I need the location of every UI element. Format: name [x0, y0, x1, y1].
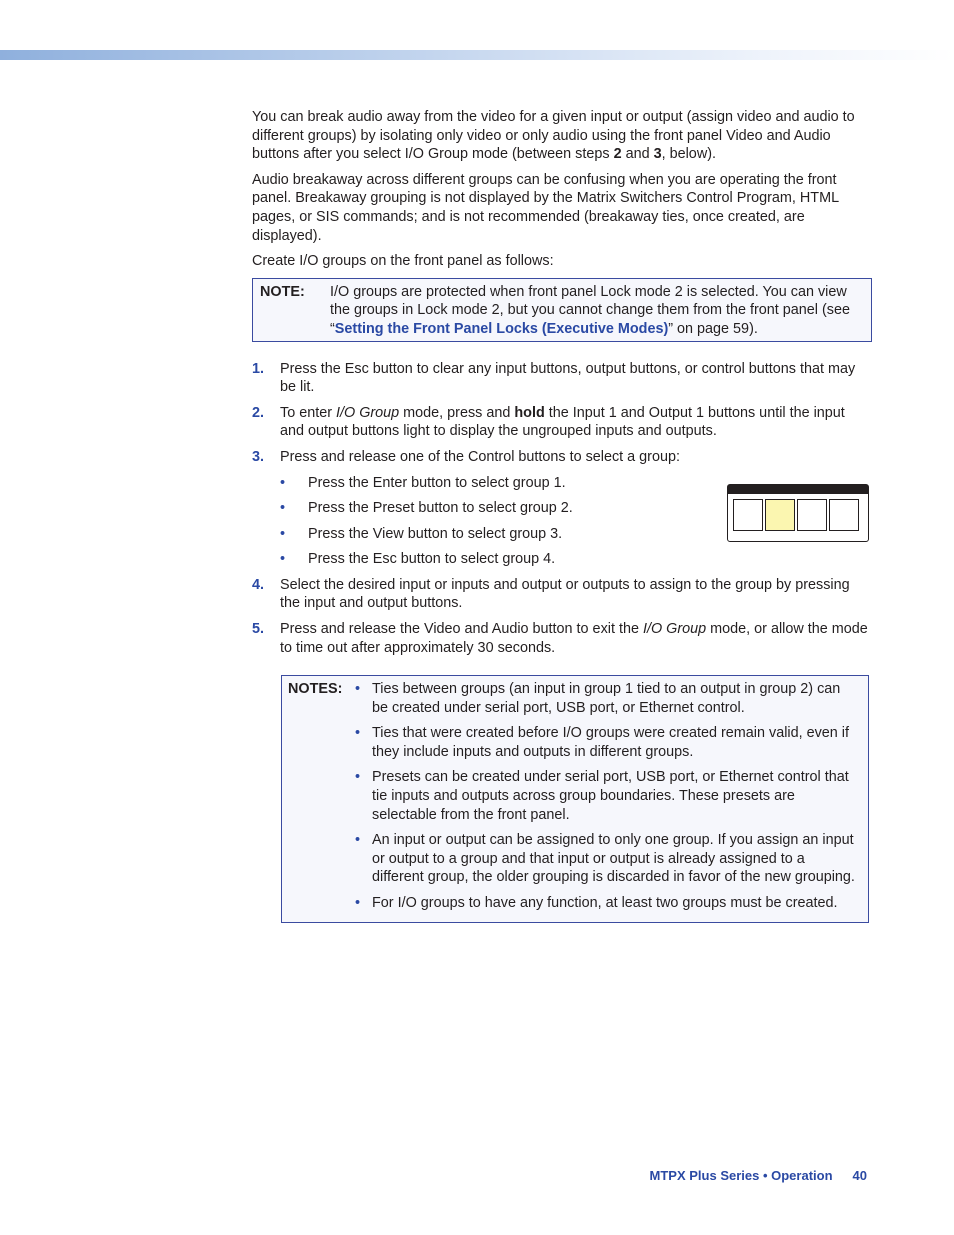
notes-label: NOTES:	[288, 681, 343, 697]
list-item: • Presets can be created under serial port, USB port, or Ethernet control that tie inputs and outputs across group boundaries. These presets are selectable from the front panel.	[355, 769, 849, 823]
bullet-icon: •	[355, 894, 361, 911]
note-text: I/O groups are protected when front panel Lock mode 2 is selected. You can view the groups in Lock mode 2, but you cannot change them from the front panel (see “Setting the Front Panel Locks (Executive Modes)” on page 59).	[330, 283, 850, 337]
page-footer	[650, 1167, 867, 1186]
list-item: • For I/O groups to have any function, at least two groups must be created.	[355, 894, 838, 911]
list-item: • Press the Esc button to select group 4.	[280, 551, 556, 568]
page-number: 40	[852, 1168, 867, 1183]
note-label: NOTE:	[260, 283, 305, 300]
bullet-icon: •	[355, 681, 361, 697]
preset-button-graphic-lit	[765, 499, 795, 531]
esc-button-graphic	[829, 499, 859, 531]
notes-list	[346, 680, 860, 920]
panel-header-bar	[728, 485, 868, 494]
bullet-icon: •	[280, 525, 286, 542]
front-panel-locks-link[interactable]: Setting the Front Panel Locks (Executive Modes)	[334, 320, 669, 337]
step-1: 1. Press the Esc button to clear any input buttons, output buttons, or control buttons that may be lit.	[252, 360, 856, 396]
list-item: • Press the Enter button to select group 1.	[280, 474, 566, 491]
bullet-icon: •	[280, 500, 286, 517]
note-box	[252, 278, 872, 342]
bullet-icon: •	[355, 832, 361, 849]
main-content	[252, 108, 872, 664]
list-item: • An input or output can be assigned to only one group. If you assign an input or output to a group and that input or output is already assigned to a different group, the older grouping is discarded in favor of the new grouping.	[355, 832, 855, 886]
step-3: 3. Press and release one of the Control buttons to select a group: • Press the Enter button to select group 1. • Press the Preset button to select group 2. • Press the View button to select group 3. • Press the Esc button to select group 4.	[252, 448, 872, 569]
list-item: • Press the Preset button to select group 2.	[280, 500, 573, 517]
control-buttons-illustration	[727, 484, 869, 542]
list-item: • Ties that were created before I/O groups were created remain valid, even if they include inputs and outputs in different groups.	[355, 725, 849, 760]
view-button-graphic	[797, 499, 827, 531]
list-item: • Ties between groups (an input in group 1 tied to an output in group 2) can be created under serial port, USB port, or Ethernet control.	[355, 681, 841, 716]
step-5: 5. Press and release the Video and Audio button to exit the I/O Group mode, or allow the mode to time out after approximately 30 seconds.	[252, 621, 868, 656]
notes-box	[281, 675, 869, 923]
list-item: • Press the View button to select group 3.	[280, 525, 563, 542]
intro-paragraph-2: Audio breakaway across different groups can be confusing when you are operating the front panel. Breakaway grouping is not displayed by the Matrix Switchers Control Program, HTML pages, or SIS commands; and is not recommended (breakaway ties, once created, are displayed).	[252, 171, 839, 244]
bullet-icon: •	[280, 551, 286, 568]
header-gradient-band	[0, 50, 954, 60]
bullet-icon: •	[280, 474, 286, 491]
bullet-icon: •	[355, 725, 361, 742]
intro-paragraph-1: You can break audio away from the video for a given input or output (assign video and audio to different groups) by isolating only video or only audio using the front panel Video and Audio buttons after you select I/O Group mode (between steps 2 and 3, below).	[252, 109, 855, 163]
enter-button-graphic	[733, 499, 763, 531]
step-4: 4. Select the desired input or inputs and output or outputs to assign to the group by pressing the input and output buttons.	[252, 576, 850, 612]
step-2: 2. To enter I/O Group mode, press and hold the Input 1 and Output 1 buttons until the input and output buttons light to display the ungrouped inputs and outputs.	[252, 404, 845, 440]
bullet-icon: •	[355, 769, 361, 786]
intro-paragraph-3: Create I/O groups on the front panel as follows:	[252, 253, 554, 270]
footer-title: MTPX Plus Series • Operation	[649, 1168, 833, 1183]
